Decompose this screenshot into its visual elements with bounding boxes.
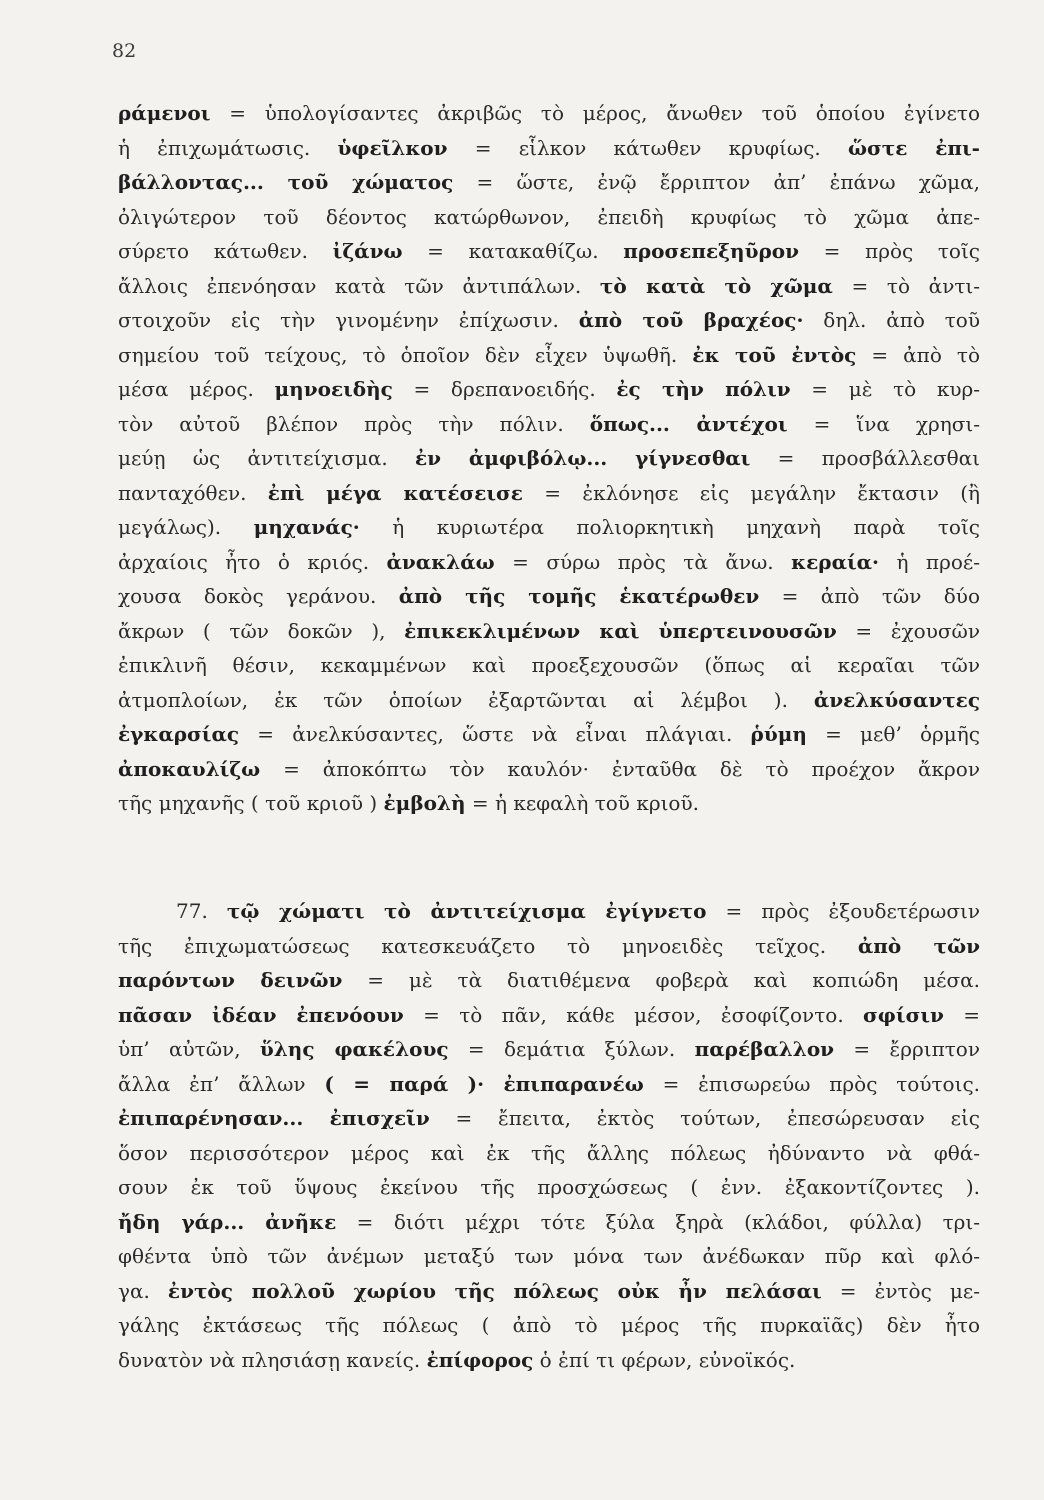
gloss: = ἐντὸς με- — [821, 1278, 980, 1303]
commentary-section-76 — [118, 96, 980, 821]
gloss: = προσβάλλεσθαι — [750, 446, 980, 470]
headword: ἐπιπαρένησαν... ἐπισχεῖν — [118, 1106, 430, 1130]
headword: ὅπως... ἀντέχοι — [589, 411, 788, 436]
gloss: = διότι μέχρι τότε ξύλα ξηρὰ (κλάδοι, φύλλα) τρι- — [336, 1209, 980, 1234]
headword: ἀνακλάω — [386, 549, 495, 574]
gloss: = ἀνελκύσαντες, ὥστε νὰ εἶναι πλάγιαι. — [239, 722, 751, 746]
gloss: ἀτμοπλοίων, ἐκ τῶν ὁποίων ἐξαρτῶνται αἱ λέμβοι ). — [118, 687, 814, 712]
gloss: ἡ κυριωτέρα πολιορκητικὴ μηχανὴ παρὰ τοῖς — [359, 515, 980, 539]
gloss: = πρὸς τοῖς — [798, 239, 980, 263]
headword: κεραία· — [791, 549, 880, 574]
text-line — [118, 579, 980, 614]
gloss: τῆς μηχανῆς ( τοῦ κριοῦ ) — [118, 791, 384, 815]
gloss: ἡ ἐπιχωμάτωσις. — [118, 135, 338, 160]
headword: ἐγκαρσίας — [118, 722, 240, 746]
gloss: = τὸ ἀντι- — [832, 273, 981, 298]
gloss: γα. — [118, 1278, 168, 1303]
gloss: = σύρω πρὸς τὰ ἄνω. — [494, 549, 792, 574]
gloss: = ἀπὸ τὸ — [856, 342, 980, 367]
text-line — [118, 545, 980, 580]
headword: ἤδη γάρ... ἀνῆκε — [118, 1209, 337, 1234]
gloss: = ἡ κεφαλὴ τοῦ κριοῦ. — [465, 791, 699, 815]
text-line — [118, 303, 980, 338]
gloss: ἐπικλινῆ θέσιν, κεκαμμένων καὶ προεξεχουσῶν (ὅπως αἱ κεραῖαι τῶν — [118, 653, 980, 677]
text-line — [118, 648, 980, 683]
gloss: ἄλλοις ἐπενόησαν κατὰ τῶν ἀντιπάλων. — [118, 273, 600, 298]
gloss: μέσα μέρος. — [118, 377, 275, 401]
gloss: σύρετο κάτωθεν. — [118, 239, 333, 263]
gloss: = ὥστε, ἐνῷ ἔρριπτον ἀπ’ ἐπάνω χῶμα, — [453, 170, 980, 194]
text-line — [118, 963, 980, 998]
headword: παρέβαλλον — [694, 1037, 835, 1061]
gloss: = τὸ πᾶν, κάθε μέσον, ἐσοφίζοντο. — [403, 1002, 864, 1027]
text-line — [118, 165, 980, 200]
text-line — [118, 1032, 980, 1067]
text-line — [118, 1170, 980, 1205]
gloss: φθέντα ὑπὸ τῶν ἀνέμων μεταξύ των μόνα των ἀνέδωκαν πῦρ καὶ φλό- — [118, 1244, 980, 1268]
gloss: ὅσον περισσότερον μέρος καὶ ἐκ τῆς ἄλλης πόλεως ἠδύναντο νὰ φθά- — [118, 1140, 980, 1165]
gloss: = — [943, 1002, 980, 1027]
text-line — [118, 1308, 980, 1343]
gloss: = δρεπανοειδής. — [392, 377, 617, 401]
gloss: = ἐκλόνησε εἰς μεγάλην ἔκτασιν (ἢ — [522, 480, 980, 505]
gloss: ὀλιγώτερον τοῦ δέοντος κατώρθωνον, ἐπειδὴ κρυφίως τὸ χῶμα ἀπε- — [118, 204, 980, 229]
gloss: σουν ἐκ τοῦ ὕψους ἐκείνου τῆς προσχώσεως ( ἐνν. ἐξακοντίζοντες ). — [118, 1175, 980, 1199]
headword: σφίσιν — [863, 1002, 944, 1027]
gloss: = ἀποκόπτω τὸν καυλόν· ἐνταῦθα δὲ τὸ προέχον ἄκρον — [260, 756, 980, 781]
headword: ( = παρά )· ἐπιπαρανέω — [324, 1071, 644, 1096]
text-line — [118, 269, 980, 304]
text-line — [118, 614, 980, 649]
text-line — [118, 96, 980, 131]
gloss: στοιχοῦν εἰς τὴν γινομένην ἐπίχωσιν. — [118, 308, 579, 332]
gloss: δυνατὸν νὰ πλησιάσῃ κανείς. — [118, 1347, 427, 1372]
headword: ἐντὸς πολλοῦ χωρίου τῆς πόλεως οὐκ ἦν πελάσαι — [167, 1278, 822, 1303]
text-line — [118, 1239, 980, 1274]
headword: ἀνελκύσαντες — [813, 687, 980, 712]
headword: ἀπὸ τῆς τομῆς ἑκατέρωθεν — [398, 584, 760, 608]
text-line — [118, 131, 980, 166]
gloss: ἄκρων ( τῶν δοκῶν ), — [118, 618, 405, 643]
headword: προσεπεξηῦρον — [623, 239, 799, 263]
page-number: 82 — [112, 40, 137, 62]
text-line — [118, 441, 980, 476]
text-line — [118, 338, 980, 373]
headword: πᾶσαν ἰδέαν ἐπενόουν — [118, 1002, 404, 1027]
gloss: ἄλλα ἐπ’ ἄλλων — [118, 1071, 325, 1096]
gloss: = κατακαθίζω. — [402, 239, 624, 263]
gloss: = πρὸς ἐξουδετέρωσιν — [706, 899, 981, 923]
gloss: = ἵνα χρησι- — [787, 411, 980, 436]
text-line — [118, 372, 980, 407]
text-line — [118, 407, 980, 442]
headword: ὕλης φακέλους — [259, 1037, 449, 1061]
text-line — [118, 1067, 980, 1102]
gloss: = μὲ τὸ κυρ- — [790, 377, 981, 401]
headword: τὸ κατὰ τὸ χῶμα — [599, 273, 833, 298]
headword: ἀποκαυλίζω — [118, 756, 261, 781]
gloss: = μὲ τὰ διατιθέμενα φοβερὰ καὶ κοπιώδη μέσα. — [342, 968, 981, 992]
gloss: πανταχόθεν. — [118, 480, 268, 505]
gloss: μεγάλως). — [118, 515, 254, 539]
gloss: σημείου τοῦ τείχους, τὸ ὁποῖον δὲν εἶχεν ὑψωθῆ. — [118, 342, 693, 367]
headword: ἐμβολὴ — [383, 791, 466, 815]
text-line — [118, 476, 980, 511]
gloss: = εἷλκον κάτωθεν κρυφίως. — [447, 135, 848, 160]
headword: ἀπὸ τῶν — [857, 933, 980, 958]
gloss: ἡ προέ- — [879, 549, 980, 574]
text-line — [118, 752, 980, 787]
headword: ἐπὶ μέγα κατέσεισε — [267, 480, 523, 505]
text-line — [118, 786, 980, 821]
gloss: = ἐχουσῶν — [836, 618, 980, 643]
text-line — [118, 1205, 980, 1240]
text-line — [118, 894, 980, 929]
text-line — [118, 683, 980, 718]
gloss: ὑπ’ αὐτῶν, — [118, 1037, 260, 1061]
text-line — [118, 1343, 980, 1378]
text-line — [118, 200, 980, 235]
text-line — [118, 234, 980, 269]
headword: ὥστε ἐπι- — [847, 135, 980, 160]
headword: μηνοειδὴς — [274, 377, 393, 401]
gloss: ὁ ἐπί τι φέρων, εὐνοϊκός. — [533, 1347, 796, 1372]
text-line — [118, 1274, 980, 1309]
headword: ἐπίφορος — [426, 1347, 534, 1372]
commentary-section-77 — [118, 894, 980, 1377]
gloss: γάλης ἐκτάσεως τῆς πόλεως ( ἀπὸ τὸ μέρος τῆς πυρκαϊᾶς) δὲν ἦτο — [118, 1313, 980, 1337]
gloss: = ἀπὸ τῶν δύο — [759, 584, 980, 608]
gloss: = μεθ’ ὁρμῆς — [806, 722, 980, 746]
gloss: = ἔρριπτον — [834, 1037, 980, 1061]
headword: ἐς τὴν πόλιν — [616, 377, 791, 401]
gloss: 77. — [176, 899, 227, 923]
headword: βάλλοντας... τοῦ χώματος — [118, 170, 454, 194]
headword: ἀπὸ τοῦ βραχέος· — [578, 308, 804, 332]
text-line — [118, 717, 980, 752]
gloss: ἀρχαίοις ἦτο ὁ κριός. — [118, 549, 387, 574]
gloss: τῆς ἐπιχωματώσεως κατεσκευάζετο τὸ μηνοειδὲς τεῖχος. — [118, 933, 858, 958]
headword: ῥύμη — [750, 722, 807, 746]
gloss: μεύῃ ὡς ἀντιτείχισμα. — [118, 446, 415, 470]
gloss: χουσα δοκὸς γεράνου. — [118, 584, 399, 608]
headword: ἐπικεκλιμένων καὶ ὑπερτεινουσῶν — [404, 618, 837, 643]
headword: παρόντων δεινῶν — [118, 968, 343, 992]
gloss: τὸν αὐτοῦ βλέπον πρὸς τὴν πόλιν. — [118, 411, 590, 436]
gloss: δηλ. ἀπὸ τοῦ — [803, 308, 981, 332]
gloss: = ἔπειτα, ἐκτὸς τούτων, ἐπεσώρευσαν εἰς — [429, 1106, 980, 1130]
headword: ἐν ἀμφιβόλῳ... γίγνεσθαι — [415, 446, 751, 470]
headword: μηχανάς· — [253, 515, 360, 539]
text-line — [118, 510, 980, 545]
text-line — [118, 1101, 980, 1136]
gloss: = ὑπολογίσαντες ἀκριβῶς τὸ μέρος, ἄνωθεν τοῦ ὁποίου ἐγίνετο — [210, 101, 980, 125]
headword: τῷ χώματι τὸ ἀντιτείχισμα ἐγίγνετο — [226, 899, 707, 923]
text-line — [118, 1136, 980, 1171]
gloss: = δεμάτια ξύλων. — [448, 1037, 695, 1061]
text-line — [118, 929, 980, 964]
headword: ὑφεῖλκον — [337, 135, 448, 160]
headword: ράμενοι — [118, 101, 211, 125]
headword: ἐκ τοῦ ἐντὸς — [692, 342, 857, 367]
gloss: = ἐπισωρεύω πρὸς τούτοις. — [643, 1071, 980, 1096]
headword: ἰζάνω — [332, 239, 403, 263]
text-line — [118, 998, 980, 1033]
